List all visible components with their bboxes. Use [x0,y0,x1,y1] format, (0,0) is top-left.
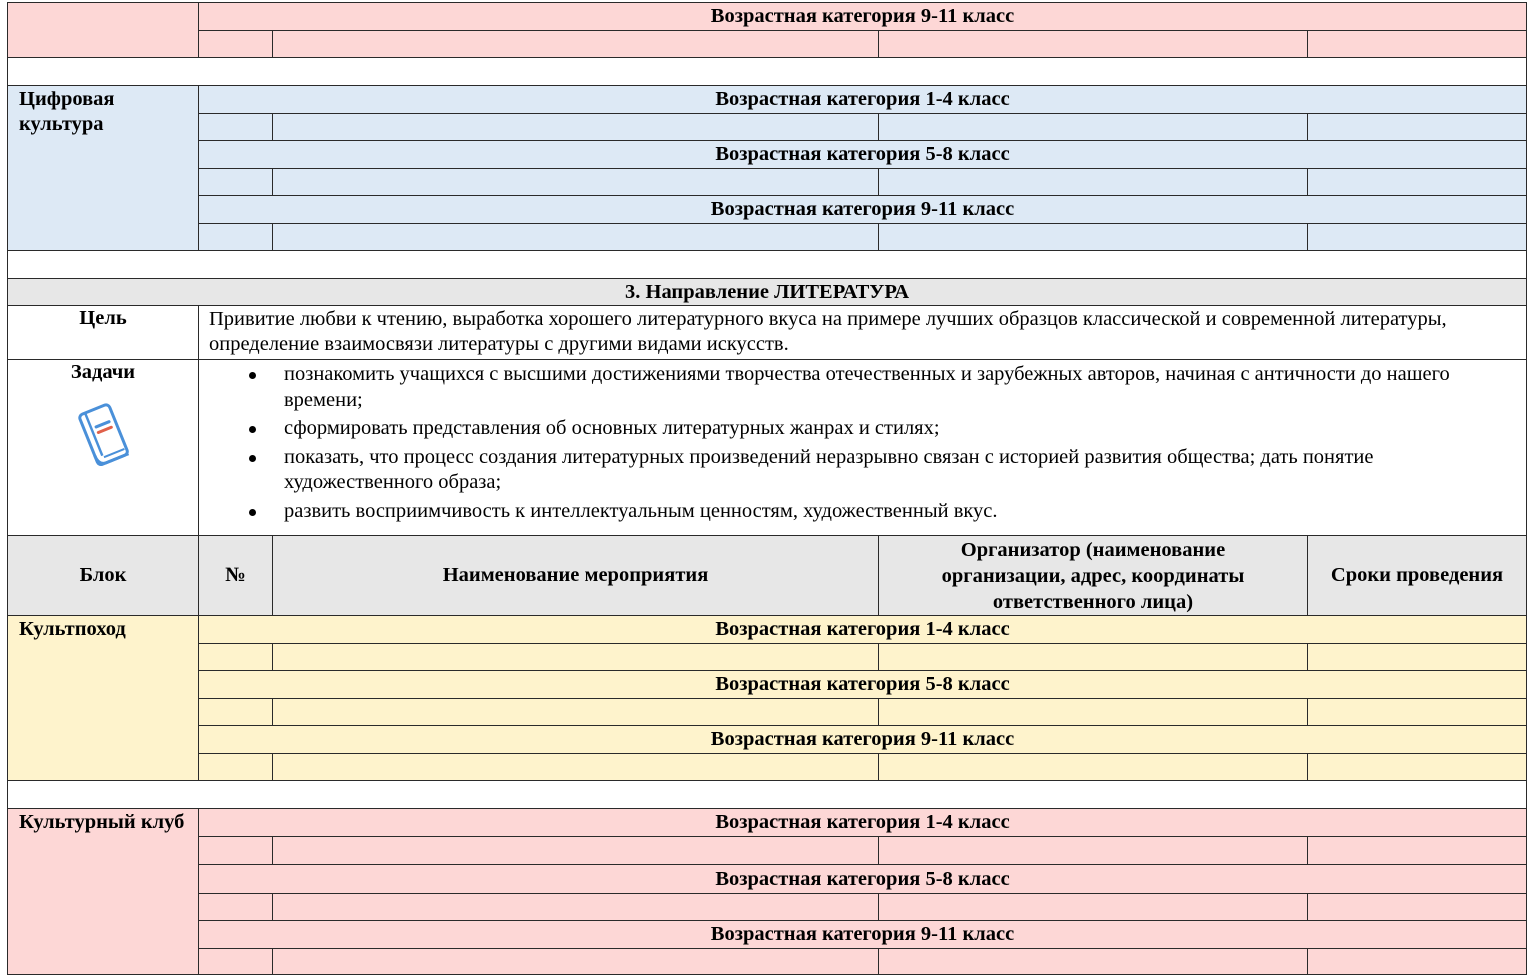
book-icon [68,399,138,473]
number-cell[interactable] [199,31,273,58]
tasks-label: Задачи [70,361,136,383]
entry-row [8,837,1527,865]
header-number: № [199,536,273,616]
tasks-label-cell [8,360,199,536]
category-1-4-label: Возрастная категория 1-4 класс [199,809,1527,837]
entry-row [8,224,1527,251]
category-row [8,616,1527,644]
entry-row [8,699,1527,726]
task-item: познакомить учащихся с высшими достижениями творчества отечественных и зарубежных авторов, начиная с античности до нашего времени; [199,362,1526,413]
category-row [8,809,1527,837]
category-1-4-label: Возрастная категория 1-4 класс [199,616,1527,644]
event-cell[interactable] [273,114,879,141]
category-row [8,726,1527,754]
section-title: 3. Направление ЛИТЕРАТУРА [8,279,1527,306]
event-cell[interactable] [273,699,879,726]
category-row [8,86,1527,114]
category-row [8,3,1527,31]
number-cell[interactable] [199,114,273,141]
tasks-list [199,362,1526,524]
entry-row [8,644,1527,671]
block-digital-culture: Цифровая культура [8,86,199,251]
dates-cell[interactable] [1308,169,1527,196]
category-row [8,141,1527,169]
organizer-cell[interactable] [879,754,1308,781]
entry-row [8,114,1527,141]
event-cell[interactable] [273,754,879,781]
number-cell[interactable] [199,699,273,726]
number-cell[interactable] [199,894,273,921]
organizer-cell[interactable] [879,699,1308,726]
dates-cell[interactable] [1308,114,1527,141]
header-block: Блок [8,536,199,616]
category-9-11-label: Возрастная категория 9-11 класс [199,196,1527,224]
entry-row [8,754,1527,781]
number-cell[interactable] [199,169,273,196]
organizer-cell[interactable] [879,224,1308,251]
task-item: сформировать представления об основных литературных жанрах и стилях; [199,416,1526,442]
category-9-11-label: Возрастная категория 9-11 класс [199,3,1527,31]
entry-row [8,894,1527,921]
goal-label: Цель [8,306,199,360]
header-dates: Сроки проведения [1308,536,1527,616]
event-cell[interactable] [273,224,879,251]
entry-row [8,949,1527,975]
number-cell[interactable] [199,949,273,975]
table-header-row [8,536,1527,616]
dates-cell[interactable] [1308,644,1527,671]
event-cell[interactable] [273,949,879,975]
category-row [8,865,1527,894]
goal-text: Привитие любви к чтению, выработка хорошего литературного вкуса на примере лучших образцов классической и современной литературы, определение взаимосвязи литературы с другими видами искусств. [199,306,1527,360]
document-table [7,2,1527,975]
goal-row [8,306,1527,360]
event-cell[interactable] [273,644,879,671]
category-5-8-label: Возрастная категория 5-8 класс [199,865,1527,894]
organizer-cell[interactable] [879,114,1308,141]
dates-cell[interactable] [1308,837,1527,865]
dates-cell[interactable] [1308,894,1527,921]
block-cultural-club: Культурный клуб [8,809,199,975]
organizer-cell[interactable] [879,644,1308,671]
category-1-4-label: Возрастная категория 1-4 класс [199,86,1527,114]
tasks-cell [199,360,1527,536]
category-5-8-label: Возрастная категория 5-8 класс [199,671,1527,699]
task-item: показать, что процесс создания литературных произведений неразрывно связан с историей развития общества; дать понятие художественного образа; [199,445,1526,496]
tasks-row [8,360,1527,536]
category-9-11-label: Возрастная категория 9-11 класс [199,726,1527,754]
spacer-row [8,781,1527,809]
number-cell[interactable] [199,754,273,781]
dates-cell[interactable] [1308,754,1527,781]
event-cell[interactable] [273,169,879,196]
category-9-11-label: Возрастная категория 9-11 класс [199,921,1527,949]
dates-cell[interactable] [1308,699,1527,726]
header-event: Наименование мероприятия [273,536,879,616]
block-kultpokhod: Культпоход [8,616,199,781]
category-row [8,196,1527,224]
section-title-row [8,279,1527,306]
spacer-row [8,251,1527,279]
organizer-cell[interactable] [879,169,1308,196]
event-cell[interactable] [273,894,879,921]
header-organizer: Организатор (наименование организации, адрес, координаты ответственного лица) [879,536,1308,616]
dates-cell[interactable] [1308,949,1527,975]
category-row [8,921,1527,949]
dates-cell[interactable] [1308,224,1527,251]
category-5-8-label: Возрастная категория 5-8 класс [199,141,1527,169]
event-cell[interactable] [273,31,879,58]
number-cell[interactable] [199,224,273,251]
number-cell[interactable] [199,644,273,671]
entry-row [8,31,1527,58]
task-item: развить восприимчивость к интеллектуальным ценностям, художественный вкус. [199,499,1526,525]
event-cell[interactable] [273,837,879,865]
entry-row [8,169,1527,196]
number-cell[interactable] [199,837,273,865]
category-row [8,671,1527,699]
organizer-cell[interactable] [879,837,1308,865]
block-cell-prev [8,3,199,58]
spacer-row [8,58,1527,86]
organizer-cell[interactable] [879,894,1308,921]
organizer-cell[interactable] [879,949,1308,975]
organizer-cell[interactable] [879,31,1308,58]
dates-cell[interactable] [1308,31,1527,58]
